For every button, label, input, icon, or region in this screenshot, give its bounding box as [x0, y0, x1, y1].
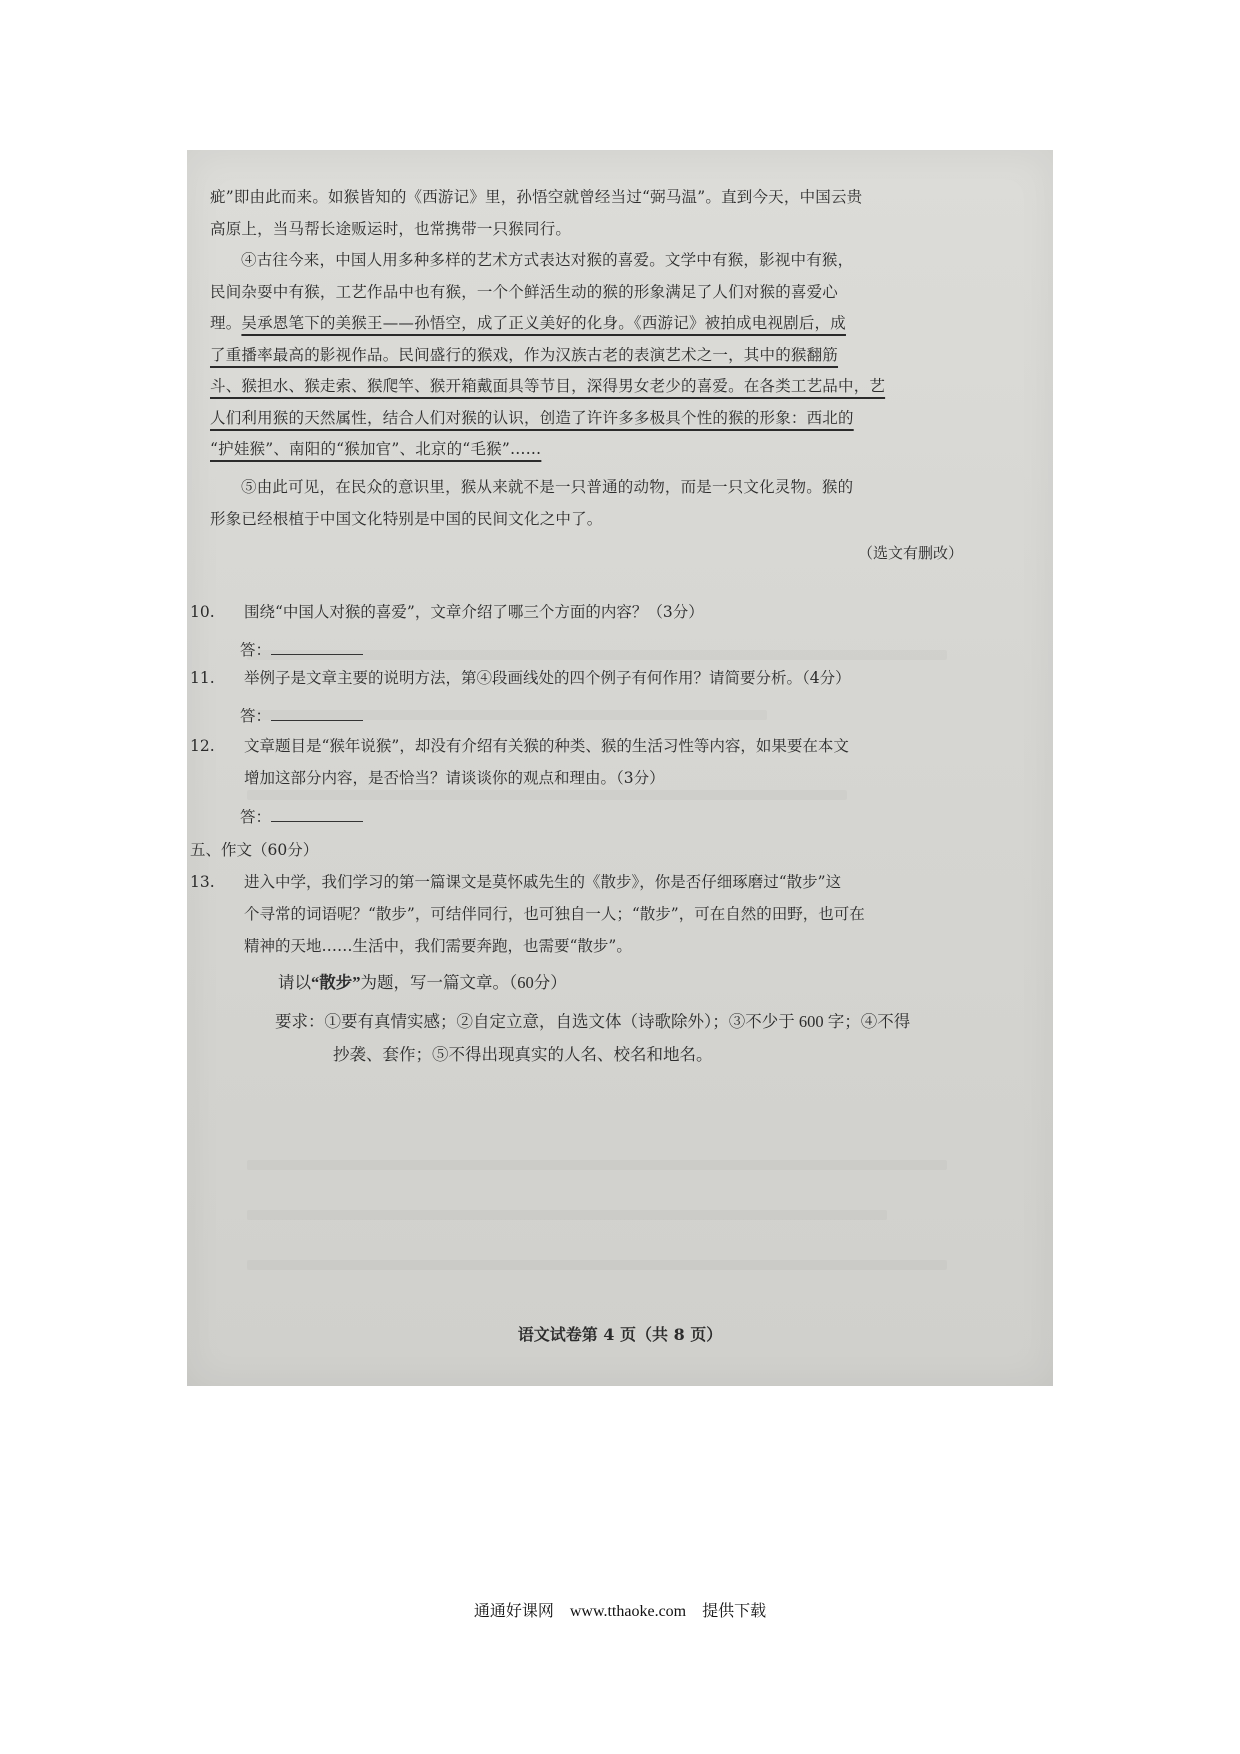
question-13	[187, 866, 1007, 962]
question-text: 围绕“中国人对猴的喜爱”，文章介绍了哪三个方面的内容？（3分）	[244, 603, 704, 621]
question-number: 12.	[190, 737, 215, 755]
answer-line-10[interactable]	[240, 638, 363, 660]
passage-line: ④古往今来，中国人用多种多样的艺术方式表达对猴的喜爱。文学中有猴，影视中有猴，	[241, 251, 854, 269]
essay-task-post: 为题，写一篇文章。（60分）	[360, 973, 567, 992]
answer-line-12[interactable]	[240, 805, 363, 827]
passage-paragraph-5	[210, 472, 950, 535]
passage-paragraph-4	[210, 245, 950, 466]
page-footer: 语文试卷第 4 页（共 8 页）	[517, 1325, 723, 1344]
essay-task	[275, 966, 1035, 1071]
answer-blank[interactable]	[271, 640, 363, 655]
passage-line	[210, 434, 950, 466]
essay-prompt-line: 精神的天地……生活中，我们需要奔跑，也需要“散步”。	[244, 937, 632, 955]
question-10	[187, 596, 1007, 628]
essay-requirements: 要求：①要有真情实感；②自定立意，自选文体（诗歌除外）；③不少于 600 字；④不得	[275, 1012, 911, 1031]
bleed-through	[247, 1160, 947, 1170]
answer-blank[interactable]	[271, 706, 363, 721]
essay-prompt-line: 个寻常的词语呢？“散步”，可结伴同行，也可独自一人；“散步”，可在自然的田野，也可在	[244, 905, 865, 923]
essay-title: “散步”	[311, 973, 361, 992]
passage-line: 民间杂耍中有猴，工艺作品中也有猴，一个个鲜活生动的猴的形象满足了人们对猴的喜爱心	[210, 282, 839, 301]
passage-line: 疵”即由此而来。如猴皆知的《西游记》里，孙悟空就曾经当过“弼马温”。直到今天，中国云贵	[210, 188, 863, 206]
passage-line: 高原上，当马帮长途贩运时，也常携带一只猴同行。	[210, 219, 572, 238]
source-note: （选文有删改）	[857, 544, 963, 562]
passage-line: 形象已经根植于中国文化特别是中国的民间文化之中了。	[210, 509, 603, 528]
section-title-essay: 五、作文（60分）	[190, 841, 319, 859]
passage-line: ⑤由此可见，在民众的意识里，猴从来就不是一只普通的动物，而是一只文化灵物。猴的	[241, 478, 854, 496]
passage-text: 理。	[210, 314, 242, 332]
answer-line-11[interactable]	[240, 704, 363, 726]
bleed-through	[247, 1210, 887, 1220]
underlined-example: 斗、猴担水、猴走索、猴爬竿、猴开箱戴面具等节目，深得男女老少的喜爱。在各类工艺品中，艺	[210, 377, 886, 395]
essay-requirements: 抄袭、套作；⑤不得出现真实的人名、校名和地名。	[333, 1045, 713, 1064]
essay-prompt-line: 进入中学，我们学习的第一篇课文是莫怀戚先生的《散步》，你是否仔细琢磨过“散步”这	[244, 873, 842, 891]
bleed-through	[247, 1260, 947, 1270]
underlined-example: 了重播率最高的影视作品。民间盛行的猴戏，作为汉族古老的表演艺术之一，其中的猴翻筋	[210, 345, 839, 364]
answer-label: 答：	[240, 707, 272, 725]
question-number: 13.	[190, 873, 215, 891]
question-text: 增加这部分内容，是否恰当？请谈谈你的观点和理由。（3分）	[244, 769, 665, 787]
question-text: 文章题目是“猴年说猴”，却没有介绍有关猴的种类、猴的生活习性等内容，如果要在本文	[244, 737, 849, 755]
underlined-example: “护娃猴”、南阳的“猴加官”、北京的“毛猴”……	[210, 440, 542, 458]
underlined-example: 吴承恩笔下的美猴王——孙悟空，成了正义美好的化身。《西游记》被拍成电视剧后，成	[241, 314, 846, 332]
passage-paragraph-3	[210, 182, 950, 245]
download-note: 通通好课网 www.tthaoke.com 提供下载	[473, 1603, 767, 1620]
underlined-example: 人们利用猴的天然属性，结合人们对猴的认识，创造了许许多多极具个性的猴的形象：西北的	[210, 408, 854, 427]
question-12	[187, 730, 1007, 794]
question-11	[187, 662, 1007, 694]
scanned-exam-page	[187, 150, 1053, 1386]
answer-label: 答：	[240, 641, 272, 659]
question-number: 11.	[190, 669, 215, 687]
answer-blank[interactable]	[271, 807, 363, 822]
question-text: 举例子是文章主要的说明方法，第④段画线处的四个例子有何作用？请简要分析。（4分）	[244, 669, 851, 687]
essay-task-pre: 请以	[278, 973, 311, 992]
question-number: 10.	[190, 603, 215, 621]
answer-label: 答：	[240, 808, 272, 826]
passage-line	[210, 308, 950, 340]
essay-task-line	[275, 966, 1035, 999]
